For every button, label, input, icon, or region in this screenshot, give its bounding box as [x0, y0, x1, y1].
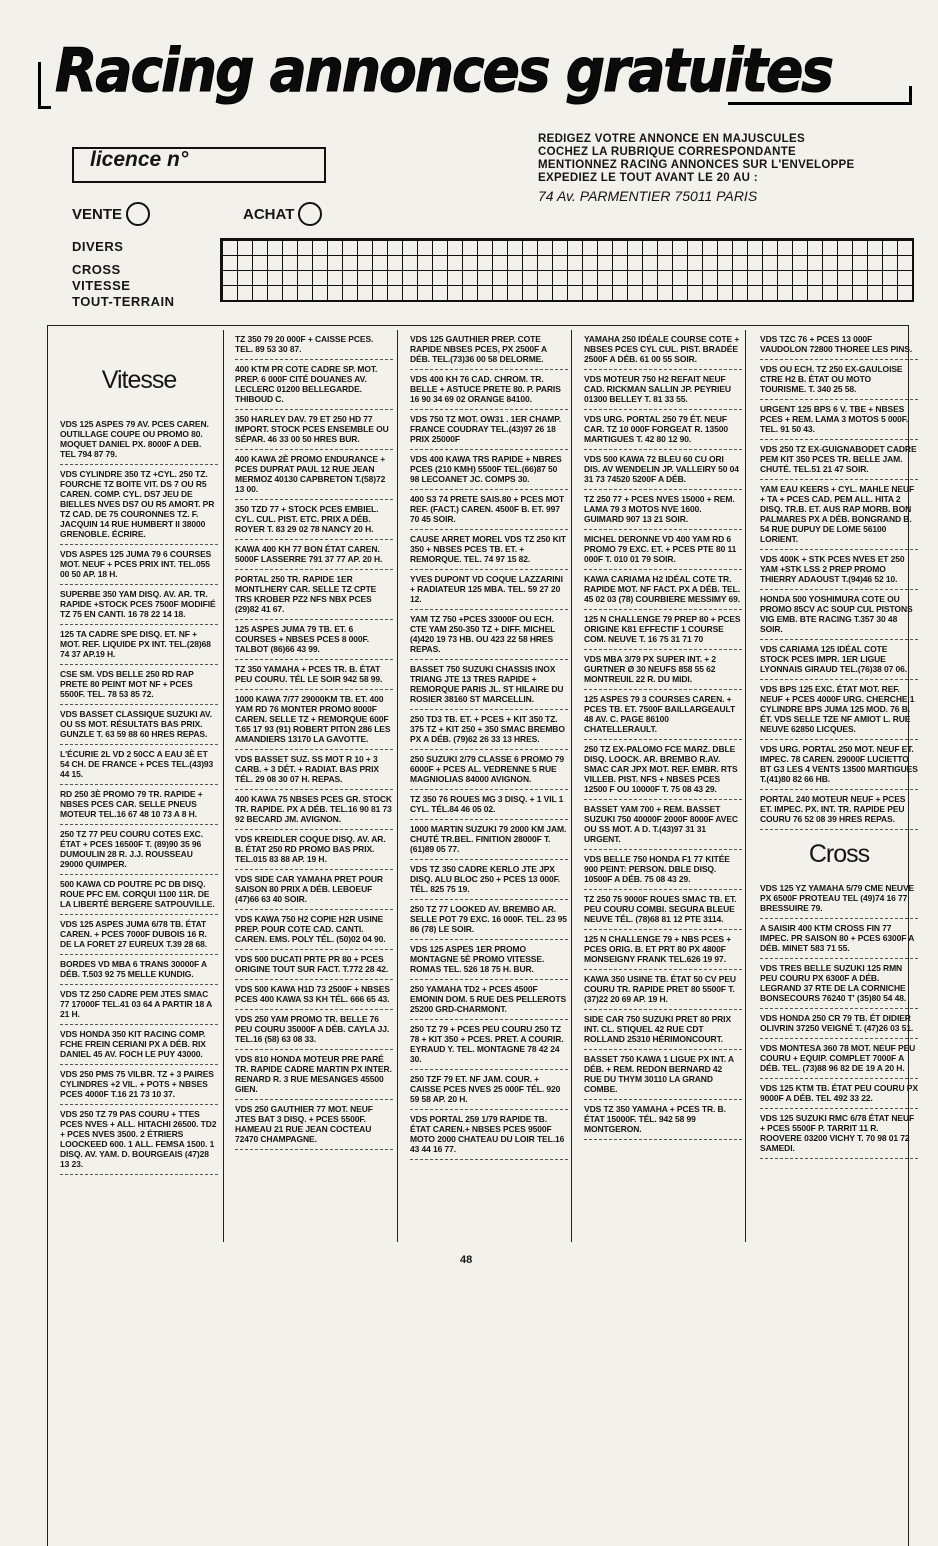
instruction-line-2: COCHEZ LA RUBRIQUE CORRESPONDANTE [538, 146, 797, 158]
classified-ad: 350 HARLEY DAV. 79 ET 250 HD 77 IMPORT. STOCK PCES ENSEMBLE OU SÉPAR. 46 33 00 50 HRES BUR. [235, 410, 393, 450]
classified-ad: VDS MONTESA 360 78 MOT. NEUF PEU COURU + EQUIP. COMPLET 7000F A DÉB. TEL. (73)88 96 82 DE 19 A 20 H. [760, 1039, 918, 1079]
classified-ad: 125 N CHALLENGE 79 PREP 80 + PCES ORIGINE K81 EFFECTIF 1 COURSE COM. NEUVE T. 16 75 31 71 70 [584, 610, 742, 650]
classified-ad: VDS 125 ASPES 79 AV. PCES CAREN. OUTILLAGE COUPE OU PROMO 80. MOQUET DANIEL PX. 8000F A DEB. TEL 794 87 79. [60, 415, 218, 465]
achat-label: ACHAT [243, 205, 295, 223]
classified-ad: VDS URG. PORTAL 250 MOT. NEUF ET. IMPEC. 78 CAREN. 29000F LUCIETTO BT G3 LES 4 VENTS 13500 MARTIGUES T.(41)80 82 66 HB. [760, 740, 918, 790]
classified-ad: TZ 250 77 + PCES NVES 15000 + REM. LAMA 79 3 MOTOS NVE 1600. GUIMARD 907 13 21 SOIR. [584, 490, 742, 530]
classified-ad: MICHEL DERONNE VD 400 YAM RD 6 PROMO 79 EXC. ET. + PCES PTE 80 11 000F T. 010 01 79 SOIR. [584, 530, 742, 570]
classified-ad: VDS BPS 125 EXC. ÉTAT MOT. REF. NEUF + PCES 4000F URG. CHERCHE 1 CYLINDRE BPS JUMA 125 MOD. 76 B. ÉT. VDS SELLE TZE NF AMIOT L. RUE NEUVE 62850 LICQUES. [760, 680, 918, 740]
column-divider [745, 330, 746, 1242]
classified-ad: VDS 250 GAUTHIER 77 MOT. NEUF JTES BAT 3 DISQ. + PCES 5500F. HAMEAU 21 RUE JEAN COCTEAU 72470 CHAMPAGNE. [235, 1100, 393, 1150]
masthead-rule-right [728, 102, 912, 105]
classified-ad: 250 YAMAHA TD2 + PCES 4500F EMONIN DOM. 5 RUE DES PELLEROTS 25200 GRD-CHARMONT. [410, 980, 568, 1020]
classified-ad: 125 ASPES JUMA 79 TB. ET. 6 COURSES + NBSES PCES 8 000F. TALBOT (86)66 43 99. [235, 620, 393, 660]
classified-ad: 400 KAWA 2È PROMO ENDURANCE + PCES DUPRAT PAUL 12 RUE JEAN MERMOZ 40130 CAPBRETON T.(58)72 13 00. [235, 450, 393, 500]
classified-ad: VDS 125 GAUTHIER PREP. COTE RAPIDE NBSES PCES, PX 2500F A DÉB. TEL.(73)36 00 58 DELORME. [410, 330, 568, 370]
classified-ad: 250 TD3 TB. ET. + PCES + KIT 350 TZ. 375 TZ + KIT 250 + 350 SMAC BREMBO PX A DÉB. (79)62 26 33 13 HRES. [410, 710, 568, 750]
masthead-title: Racing annonces gratuites [55, 36, 832, 106]
licence-label: licence n° [90, 148, 189, 171]
classified-ad: KAWA 350 USINE TB. ÉTAT 50 CV PEU COURU TR. RAPIDE PRET 80 5500F T.(37)22 20 69 AP. 19 H. [584, 970, 742, 1010]
classified-ad: 250 TZ EX-PALOMO FCE MARZ. DBLE DISQ. LOOCK. AR. BREMBO R.AV. SMAC CAR JPX MOT. REF. EMBR. RTS VILLEB. PIST. NFS + NBSES PCES 12500 F OU 10000F T. 75 08 43 29. [584, 740, 742, 800]
classified-ad: VDS BASSET CLASSIQUE SUZUKI AV. OU SS MOT. RÉSULTATS BAS PRIX. GUNZLE T. 63 59 88 60 HRES REPAS. [60, 705, 218, 745]
classified-ad: VDS 125 YZ YAMAHA 5/79 CME NEUVE PX 6500F PROTEAU TEL (49)74 16 77 BRESSUIRE 79. [760, 879, 918, 919]
column-divider [571, 330, 572, 1242]
classified-ad: BASSET YAM 700 + REM. BASSET SUZUKI 750 40000F 2000F 8000F AVEC OU SS MOT. A D. T.(43)97 31 31 URGENT. [584, 800, 742, 850]
classified-ad: YAMAHA 250 IDÉALE COURSE COTE + NBSES PCES CYL CUL. PIST. BRADÉE 2500F A DÉB. 61 00 55 SOIR. [584, 330, 742, 370]
classified-ad: TZ 350 79 20 000F + CAISSE PCES. TEL. 89 53 30 87. [235, 330, 393, 360]
classified-ad: CSE SM. VDS BELLE 250 RD RAP PRETE 80 PEINT MOT NF + PCES 5500F. TEL. 78 53 85 72. [60, 665, 218, 705]
classified-ad: 250 TZ 79 + PCES PEU COURU 250 TZ 78 + KIT 350 + PCES. PRET. A COURIR. EYRAUD Y. TEL. MONTAGNE 78 42 24 30. [410, 1020, 568, 1070]
ad-column-5 [760, 330, 918, 1159]
classified-ad: YAM TZ 750 +PCES 33000F OU ECH. CTE YAM 250-350 TZ + DIFF. MICHEL (4)420 19 73 HB. OU 423 22 58 HRES REPAS. [410, 610, 568, 660]
ad-list [60, 415, 218, 1175]
classified-ad: VDS 250 PMS 75 VILBR. TZ + 3 PAIRES CYLINDRES +2 VIL. + POTS + NBSES PCES 4000F T.16 21 73 10 37. [60, 1065, 218, 1105]
section-heading-vitesse: Vitesse [101, 366, 177, 394]
classified-ad: 125 N CHALLENGE 79 + NBS PCES + PCES ORIG. B. ET PRT 80 PX 4800F MONSEIGNY FRANK TEL.626 19 97. [584, 930, 742, 970]
ad-column-3 [410, 330, 568, 1160]
classified-ad: VDS 125 ASPES 1ER PROMO MONTAGNE 5È PROMO VITESSE. ROMAS TEL. 526 18 75 H. BUR. [410, 940, 568, 980]
classified-ad: 500 KAWA CD POUTRE PC DB DISQ. ROUE PFC EM. CORQUI 1100 11R. DE LA LIBERTÉ BERGERE SATPOUVILLE. [60, 875, 218, 915]
classified-ad: VDS 250 YAM PROMO TR. BELLE 76 PEU COURU 35000F A DÉB. CAYLA JJ. TEL.16 (58) 63 08 33. [235, 1010, 393, 1050]
classified-ad: 400 KAWA 75 NBSES PCES GR. STOCK TR. RAPIDE. PX A DÉB. TEL.16 90 81 73 92 BECARD JM. AVIGNON. [235, 790, 393, 830]
vente-label: VENTE [72, 205, 123, 223]
classified-ad: VDS OU ECH. TZ 250 EX-GAULOISE CTRE H2 B. ÉTAT OU MOTO TOURISME. T. 340 25 58. [760, 360, 918, 400]
classified-ad: VDS URG. PORTAL 250 79 ÉT. NEUF CAR. TZ 10 000F FORGEAT R. 13500 MARTIGUES T. 42 80 12 90. [584, 410, 742, 450]
ad-list [584, 330, 742, 1140]
classified-ad: VDS 250 TZ EX-GUIGNABODET CADRE PEM KIT 350 PCES TR. BELLE JAM. CHUTÉ. TEL.51 21 47 SOIR. [760, 440, 918, 480]
ad-list [235, 330, 393, 1150]
classified-ad: PORTAL 240 MOTEUR NEUF + PCES ET. IMPEC. PX. INT. TR. RAPIDE PEU COURU 76 52 08 39 HRES REPAS. [760, 790, 918, 830]
classified-ad: 125 ASPES 79 3 COURSES CAREN. + PCES TB. ET. 7500F BAILLARGEAULT 48 AV. C. PAGE 86100 CHATELLERAULT. [584, 690, 742, 740]
classified-ad: 250 SUZUKI 2/79 CLASSE 6 PROMO 79 6000F + PCES AL. VEDRENNE 5 RUE MAGNIOLIAS 84000 AVIGNON. [410, 750, 568, 790]
achat-radio[interactable] [298, 202, 322, 226]
category-divers[interactable]: DIVERS [72, 239, 124, 254]
classified-ad: TZ 250 75 9000F ROUES SMAC TB. ET. PEU COURU COMBI. SEGURA BLEUE NEUVE TÉL. (78)68 81 12 PTE 3114. [584, 890, 742, 930]
page-number: 48 [460, 1254, 473, 1266]
classified-ad: VDS 400 KAWA TRS RAPIDE + NBRES PCES (210 KMH) 5500F TEL.(66)87 50 98 LECOANET JC. COMPS 30. [410, 450, 568, 490]
classified-ad: 350 TZD 77 + STOCK PCES EMBIEL. CYL. CUL. PIST. ETC. PRIX A DÉB. ROYER T. 83 29 02 78 NANCY 20 H. [235, 500, 393, 540]
classified-ad: VDS BASSET SUZ. SS MOT R 10 + 3 CARB. + 3 DÉT. + RADIAT. BAS PRIX TÉL. 29 08 30 07 H. REPAS. [235, 750, 393, 790]
classified-ad: YAM EAU KEERS + CYL. MAHLE NEUF + TA + PCES CAD. PEM ALL. HITA 2 DISQ. TR.B. ET. AUS RAP MORB. BON PALMARES PX A DÉB. BONGRAND B. 54 RUE DUPUY DE LOME 56100 LORIENT. [760, 480, 918, 550]
classified-ad: 1000 MARTIN SUZUKI 79 2000 KM JAM. CHUTÉ TR.BEL. FINITION 28000F T.(61)89 05 77. [410, 820, 568, 860]
classified-ad: VDS HONDA 350 KIT RACING COMP. FCHE FREIN CERIANI PX A DÉB. RIX DANIEL 45 AV. FOCH LE PUY 43000. [60, 1025, 218, 1065]
classified-ad: VDS 750 TZ MOT. OW31 . 1ER CHAMP. FRANCE COUDRAY TEL.(43)97 26 18 PRIX 25000F [410, 410, 568, 450]
category-vitesse[interactable]: VITESSE [72, 278, 131, 293]
classified-ad: 250 TZF 79 ET. NF JAM. COUR. + CAISSE PCES NVES 25 000F TÉL. 920 59 58 AP. 20 H. [410, 1070, 568, 1110]
instruction-line-3: MENTIONNEZ RACING ANNONCES SUR L'ENVELOPPE [538, 159, 855, 171]
classified-ad: VDS SIDE CAR YAMAHA PRET POUR SAISON 80 PRIX A DÉB. LEBOEUF (47)66 63 40 SOIR. [235, 870, 393, 910]
classified-ad: VDS 810 HONDA MOTEUR PRE PARÉ TR. RAPIDE CADRE MARTIN PX INTER. RENARD R. 3 RUE MESANGES 45500 GIEN. [235, 1050, 393, 1100]
classified-ad: 250 TZ 77 LOOKED AV. BREMBO AR. SELLE POT 79 EXC. 16 000F. TEL. 23 95 86 (78) LE SOIR. [410, 900, 568, 940]
category-cross[interactable]: CROSS [72, 262, 121, 277]
mailing-address: 74 Av. PARMENTIER 75011 PARIS [538, 188, 758, 204]
classified-ad: VDS 400K + STK PCES NVES ET 250 YAM +STK LSS 2 PREP PROMO THIERRY ADAOUST T.(94)46 52 10. [760, 550, 918, 590]
classified-ad: URGENT 125 BPS 6 V. TBE + NBSES PCES + REM. LAMA 3 MOTOS 5 000F. TEL. 91 50 43. [760, 400, 918, 440]
classified-ad: SUPERBE 350 YAM DISQ. AV. AR. TR. RAPIDE +STOCK PCES 7500F MODIFIÉ TZ 75 EN CANTI. 16 78 22 14 18. [60, 585, 218, 625]
column-divider [223, 330, 224, 1242]
classified-ad: VDS TZ 350 CADRE KERLO JTE JPX DISQ. ALU BLOC 250 + PCES 13 000F. TÉL. 825 75 19. [410, 860, 568, 900]
classified-ad: VDS ASPES 125 JUMA 79 6 COURSES MOT. NEUF + PCES PRIX INT. TEL.055 00 50 AP. 18 H. [60, 545, 218, 585]
classified-ad: KAWA CARIAMA H2 IDÉAL COTE TR. RAPIDE MOT. NF FACT. PX A DÉB. TEL. 45 02 03 (78) COURBIERE MESSIMY 69. [584, 570, 742, 610]
classified-ad: RD 250 3È PROMO 79 TR. RAPIDE + NBSES PCES CAR. SELLE PNEUS MOTEUR TEL.16 67 48 10 73 A 8 H. [60, 785, 218, 825]
classified-ad: SIDE CAR 750 SUZUKI PRET 80 PRIX INT. CL. STIQUEL 42 RUE CDT ROLLAND 25310 HÉRIMONCOURT. [584, 1010, 742, 1050]
ad-list [760, 879, 918, 1159]
ad-column-4 [584, 330, 742, 1140]
classified-ad: TZ 350 YAMAHA + PCES TR. B. ÉTAT PEU COURU. TÉL LE SOIR 942 58 99. [235, 660, 393, 690]
ad-list [410, 330, 568, 1160]
vente-option[interactable] [72, 202, 150, 226]
classified-ad: 400 KTM PR COTE CADRE SP. MOT. PREP. 6 000F CITÉ DOUANES AV. LECLERC 01200 BELLEGARDE. THIBOUD C. [235, 360, 393, 410]
classified-ad: 1000 KAWA 7/77 29000KM TB. ET. 400 YAM RD 76 MONTER PROMO 8000F CAREN. SELLE TZ + REMORQUE 600F T.65 17 93 (91) ROBERT PITON 286 LES AMANDIERS 13170 LA GAVOTTE. [235, 690, 393, 750]
classified-ad: VDS MBA 3/79 PX SUPER INT. + 2 GURTNER Ø 30 NEUFS 858 55 62 MONTREUIL 22 R. DU MIDI. [584, 650, 742, 690]
classified-ad: VDS KREIDLER COQUE DISQ. AV. AR. B. ÉTAT 250 RD PROMO BAS PRIX. TEL.015 83 88 AP. 19 H. [235, 830, 393, 870]
classified-ad: VDS TRES BELLE SUZUKI 125 RMN PEU COURU PX 6300F A DÉB. LEGRAND 37 RTE DE LA CORNICHE BONSECOURS 76240 T' (35)80 54 48. [760, 959, 918, 1009]
classified-ad: YVES DUPONT VD COQUE LAZZARINI + RADIATEUR 125 MBA. TEL. 59 27 20 12. [410, 570, 568, 610]
classified-ad: VDS PORTAL 259 1/79 RAPIDE TB. ÉTAT CAREN.+ NBSES PCES 9500F MOTO 2000 CHATEAU DU LOIR TEL.16 43 44 16 77. [410, 1110, 568, 1160]
classified-ad: VDS 500 KAWA H1D 73 2500F + NBSES PCES 400 KAWA S3 KH TÉL. 666 65 43. [235, 980, 393, 1010]
classified-ad: TZ 350 76 ROUES MG 3 DISQ. + 1 VIL 1 CYL. TÉL.84 46 05 02. [410, 790, 568, 820]
classified-ad: VDS HONDA 250 CR 79 TB. ÉT DIDIER OLIVRIN 37250 VEIGNÉ T. (47)26 03 51. [760, 1009, 918, 1039]
classified-ad: VDS MOTEUR 750 H2 REFAIT NEUF CAD. RICKMAN SALLIN JP. PEYRIEU 01300 BELLEY T. 81 33 55. [584, 370, 742, 410]
classified-ad: 400 S3 74 PRETE SAIS.80 + PCES MOT REF. (FACT.) CAREN. 4500F B. ET. 997 70 45 SOIR. [410, 490, 568, 530]
masthead-rule-left [38, 62, 51, 109]
classified-ad: VDS CYLINDRE 350 TZ +CYL. 250 TZ. FOURCHE TZ BOITE VIT. DS 7 OU R5 CAREN. COMP. CYL. DS7 JEU DE BIELLES NVES DS7 OU R5 AMORT. PR TZ CAD. DE 75 COURONNES TZ. F. JACQUIN 14 RUE HUMBERT II 38000 GRENOBLE. ÉCRIRE. [60, 465, 218, 545]
classified-ad: HONDA 500 YOSHIMURA COTE OU PROMO 85CV AC SOUP CUL PISTONS VIG EMB. BTE RACING T.357 30 48 SOIR. [760, 590, 918, 640]
ad-column-2 [235, 330, 393, 1150]
classified-ad: BASSET 750 KAWA 1 LIGUE PX INT. A DÉB. + REM. REDON BERNARD 42 RUE DU THYM 30110 LA GRAND COMBE. [584, 1050, 742, 1100]
instruction-line-1: REDIGEZ VOTRE ANNONCE EN MAJUSCULES [538, 133, 805, 145]
classified-ad: BASSET 750 SUZUKI CHASSIS INOX TRIANG JTE 13 TRES RAPIDE + REMORQUE PARIS JL. ST HILAIRE DU ROSIER 38160 ST MARCELLIN. [410, 660, 568, 710]
instruction-line-4: EXPEDIEZ LE TOUT AVANT LE 20 AU : [538, 172, 758, 184]
classified-ad: 125 TA CADRE SPE DISQ. ET. NF + MOT. REF. LIQUIDE PX INT. TEL.(28)68 74 37 AP.19 H. [60, 625, 218, 665]
classified-ad: KAWA 400 KH 77 BON ÉTAT CAREN. 5000F LASSERRE 791 37 77 AP. 20 H. [235, 540, 393, 570]
classified-ad: VDS KAWA 750 H2 COPIE H2R USINE PREP. POUR COTE CAD. CANTI. CAREN. EMS. POLY TÉL. (50)02 04 90. [235, 910, 393, 950]
classified-ad: VDS 125 SUZUKI RMC 6/78 ÉTAT NEUF + PCES 5500F P. TARRIT 11 R. ROOVERE 03200 VICHY T. 70 98 01 72 SAMEDI. [760, 1109, 918, 1159]
classified-ad: VDS CARIAMA 125 IDÉAL COTE STOCK PCES IMPR. 1ER LIGUE LYONNAIS GIRAUD TEL.(76)38 07 06. [760, 640, 918, 680]
masthead-rule-cap [909, 86, 912, 105]
classified-ad: VDS TZC 76 + PCES 13 000F VAUDOLON 72800 THOREE LES PINS. [760, 330, 918, 360]
classified-ad: VDS 400 KH 76 CAD. CHROM. TR. BELLE + ASTUCE PRETE 80. P. PARIS 16 90 34 69 02 ORANGE 84100. [410, 370, 568, 410]
classified-ad: VDS 500 DUCATI PRTE PR 80 + PCES ORIGINE TOUT SUR FACT. T.772 28 42. [235, 950, 393, 980]
achat-option[interactable] [243, 202, 322, 226]
vente-radio[interactable] [126, 202, 150, 226]
ad-list [760, 330, 918, 830]
classified-ad: PORTAL 250 TR. RAPIDE 1ER MONTLHERY CAR. SELLE TZ CPTE TRS KROBER PZ2 NFS NBX PCES (29)82 41 67. [235, 570, 393, 620]
classified-ad: VDS 250 TZ 79 PAS COURU + TTES PCES NVES + ALL. HITACHI 26500. TD2 + PCES NVES 3500. 2 ÉTRIERS LOOCKEED 600. 1 ALL. FEMSA 1500. 1 DISQ. AV. YAM. D. BOURGEAIS (47)28 13 23. [60, 1105, 218, 1175]
classified-ad: VDS BELLE 750 HONDA F1 77 KITÉE 900 PEINT: PERSON. DBLE DISQ. 10500F A DÉB. 75 08 43 29. [584, 850, 742, 890]
classified-ad: BORDES VD MBA 6 TRANS 30000F A DÉB. T.503 92 75 MELLE KUNDIG. [60, 955, 218, 985]
classified-ad: VDS 500 KAWA 72 BLEU 60 CU ORI DIS. AV WENDELIN JP. VALLEIRY 50 04 31 73 74520 5200F A DÉB. [584, 450, 742, 490]
classified-ad: 250 TZ 77 PEU COURU COTES EXC. ÉTAT + PCES 16500F T. (89)90 35 96 DUMOULIN 28 R. J.J. ROUSSEAU 29000 QUIMPER. [60, 825, 218, 875]
ad-column-1 [60, 330, 218, 1175]
category-tout-terrain[interactable]: TOUT-TERRAIN [72, 294, 175, 309]
classified-ad: VDS 125 ASPES JUMA 6/78 TB. ÉTAT CAREN. + PCES 7000F DUBOIS 16 R. DE LA FORET 27 EUREUX T.39 28 68. [60, 915, 218, 955]
classified-ad: VDS 125 KTM TB. ÉTAT PEU COURU PX 9000F A DÉB. TEL 492 33 22. [760, 1079, 918, 1109]
classified-ad: L'ÉCURIE 2L VD 2 50CC A EAU 3È ET 54 CH. DE FRANCE + PCES TEL.(43)93 44 15. [60, 745, 218, 785]
ad-text-grid[interactable] [220, 238, 914, 302]
section-heading-cross: Cross [808, 840, 870, 868]
classified-ad: A SAISIR 400 KTM CROSS FIN 77 IMPEC. PR SAISON 80 + PCES 6300F A DÉB. MINET 583 71 55. [760, 919, 918, 959]
column-divider [397, 330, 398, 1242]
classified-ad: CAUSE ARRET MOREL VDS TZ 250 KIT 350 + NBSES PCES TB. ET. + REMORQUE. TEL. 74 97 15 82. [410, 530, 568, 570]
classified-ad: VDS TZ 250 CADRE PEM JTES SMAC 77 17000F TEL.41 03 64 A PARTIR 18 A 21 H. [60, 985, 218, 1025]
classified-ad: VDS TZ 350 YAMAHA + PCES TR. B. ÉTAT 15000F. TÉL. 942 58 99 MONTGERON. [584, 1100, 742, 1140]
